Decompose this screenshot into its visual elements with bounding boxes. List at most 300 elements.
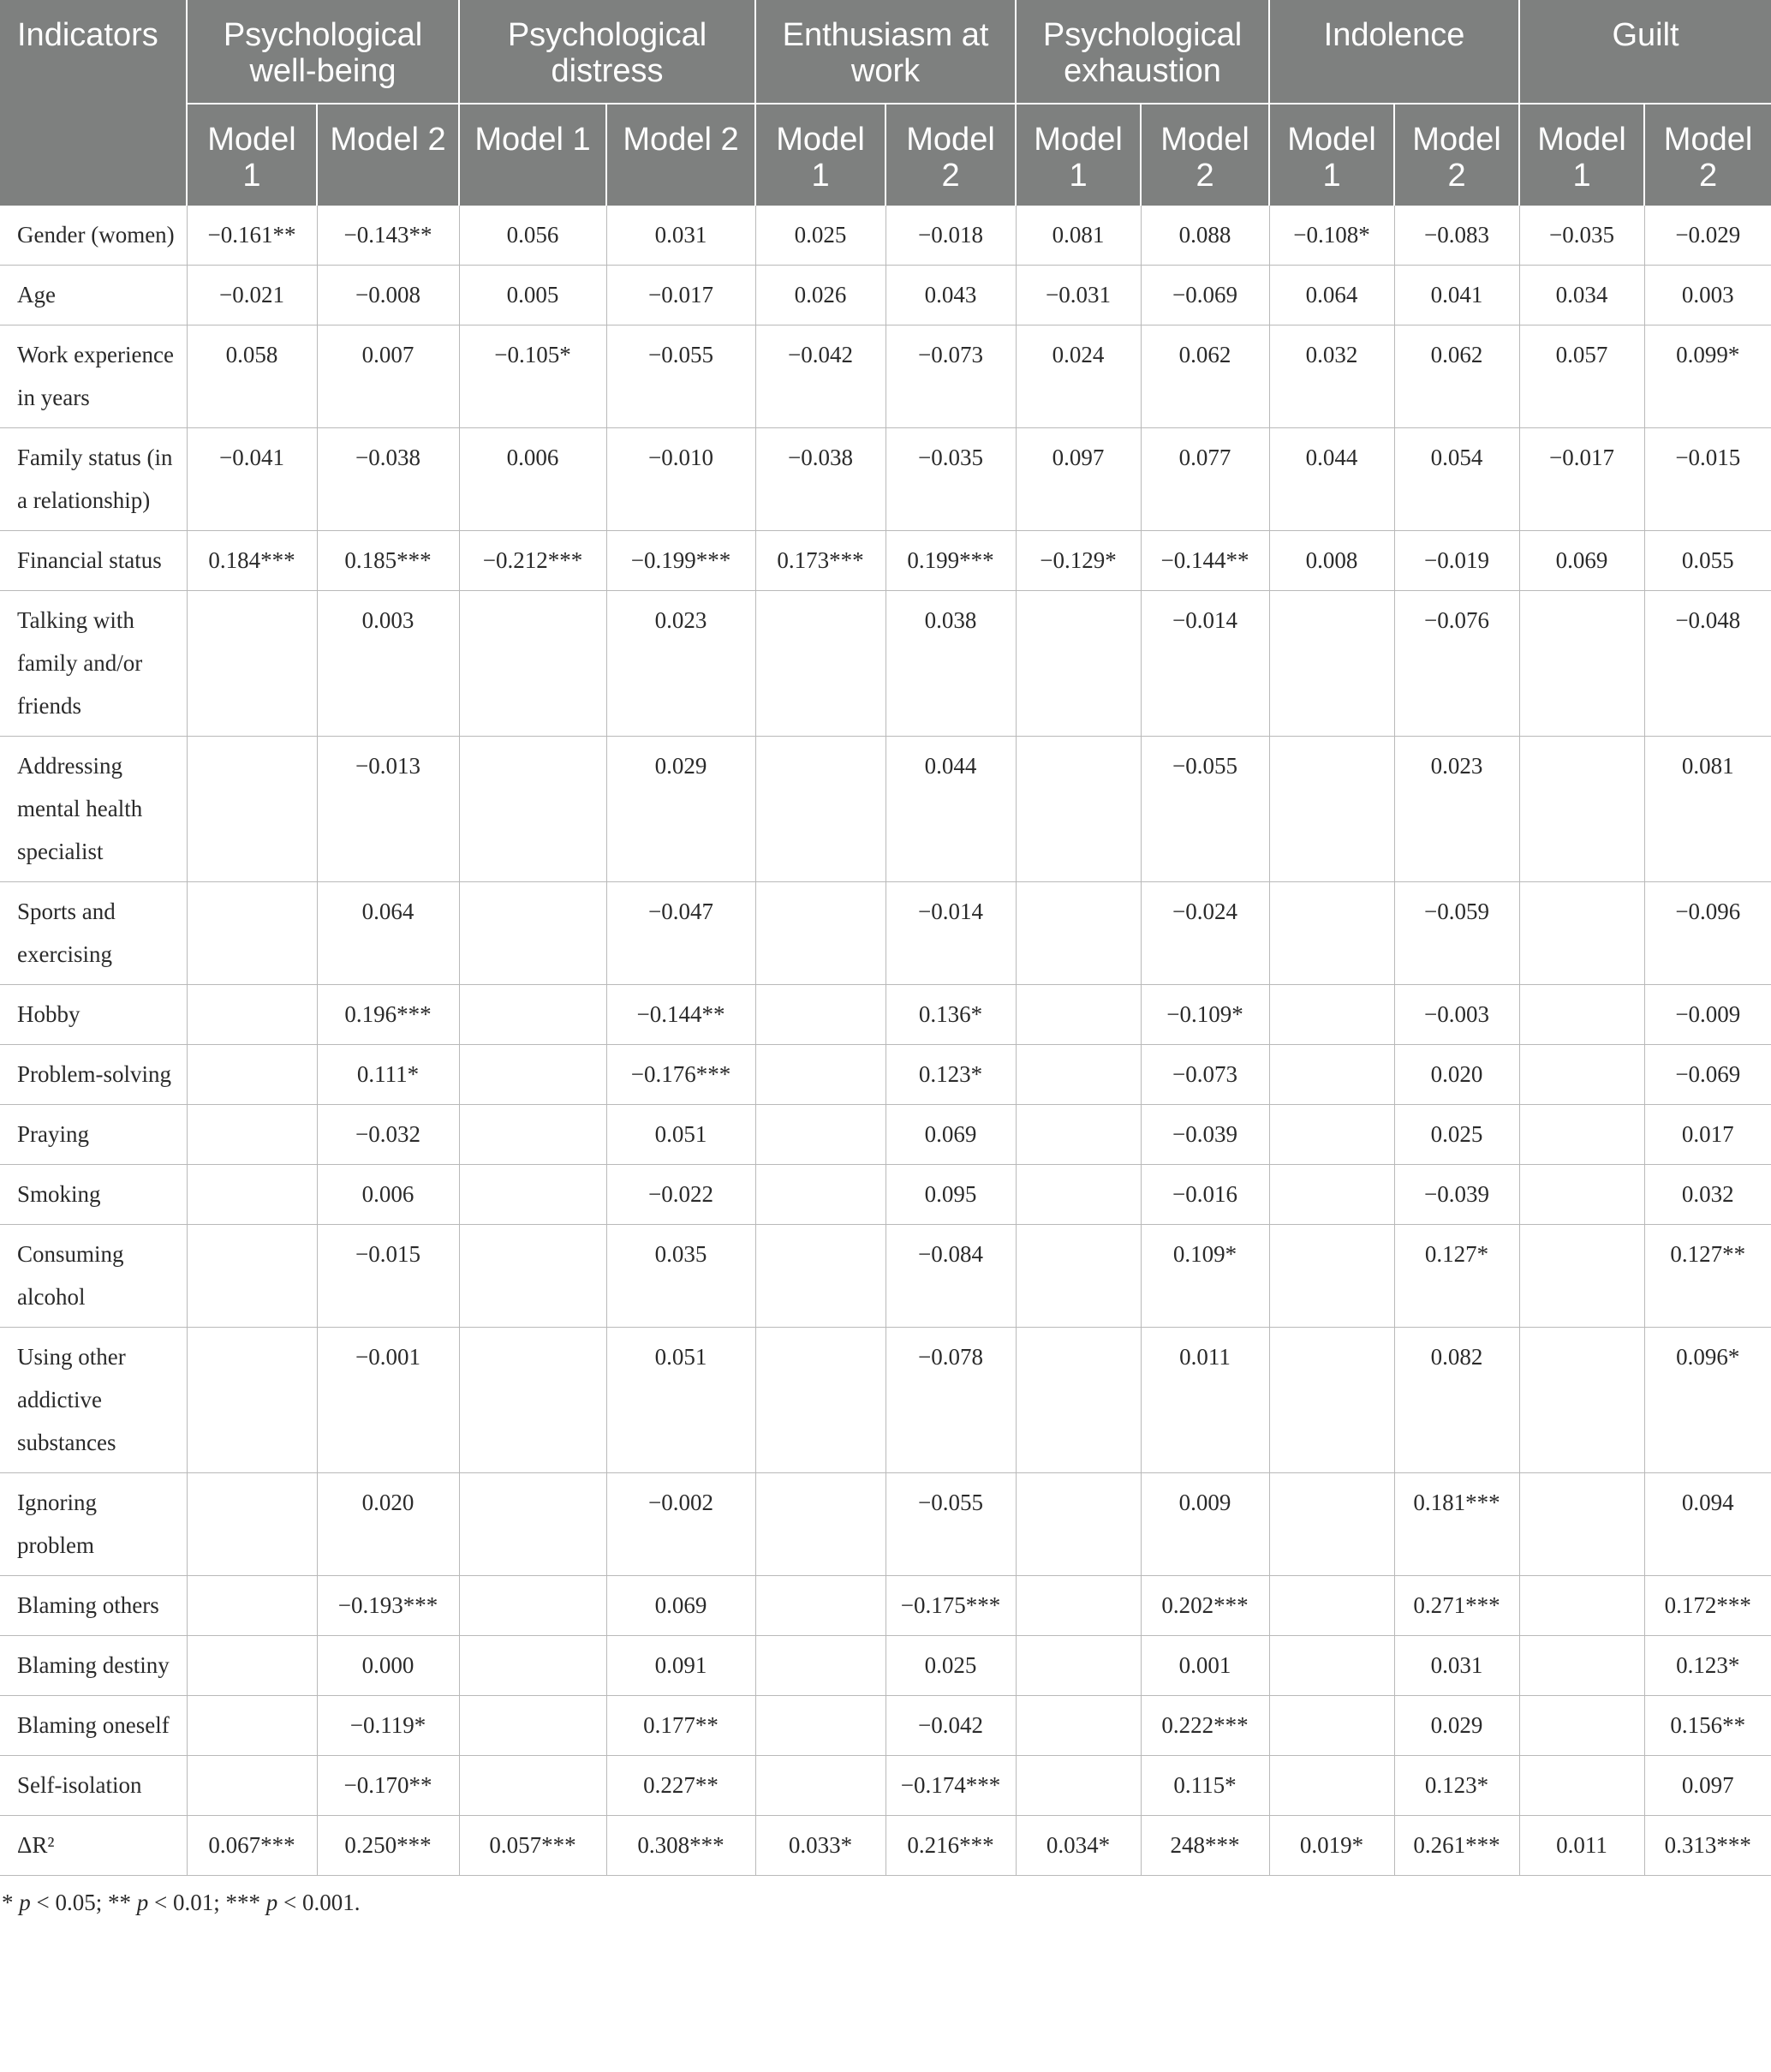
- table-cell: [1519, 737, 1644, 882]
- table-cell: [1269, 1473, 1394, 1576]
- table-row: [0, 1756, 1771, 1816]
- table-cell: 0.250***: [317, 1816, 459, 1876]
- row-label: Blaming oneself: [0, 1696, 187, 1756]
- table-cell: 0.091: [606, 1636, 755, 1696]
- table-cell: [1519, 591, 1644, 737]
- header-group: Enthusiasm at work: [755, 0, 1016, 104]
- table-cell: −0.199***: [606, 531, 755, 591]
- table-cell: 0.031: [1394, 1636, 1519, 1696]
- header-group: Guilt: [1519, 0, 1771, 104]
- table-row: [0, 1576, 1771, 1636]
- header-model: Model 2: [1141, 104, 1269, 206]
- table-cell: 0.017: [1644, 1105, 1771, 1165]
- header-model: Model 2: [1394, 104, 1519, 206]
- table-cell: −0.143**: [317, 206, 459, 266]
- table-cell: [459, 1636, 606, 1696]
- table-cell: 0.038: [886, 591, 1016, 737]
- header-model: Model 1: [1269, 104, 1394, 206]
- table-cell: 0.058: [187, 325, 317, 428]
- table-cell: −0.170**: [317, 1756, 459, 1816]
- table-cell: −0.078: [886, 1328, 1016, 1473]
- table-cell: 0.024: [1016, 325, 1141, 428]
- table-cell: −0.212***: [459, 531, 606, 591]
- table-cell: 0.097: [1644, 1756, 1771, 1816]
- table-cell: 0.025: [1394, 1105, 1519, 1165]
- table-cell: −0.016: [1141, 1165, 1269, 1225]
- table-cell: [187, 1696, 317, 1756]
- table-cell: [755, 1328, 886, 1473]
- row-label: Blaming destiny: [0, 1636, 187, 1696]
- table-cell: −0.119*: [317, 1696, 459, 1756]
- table-cell: [1016, 985, 1141, 1045]
- table-cell: 0.003: [317, 591, 459, 737]
- table-cell: [459, 1756, 606, 1816]
- table-cell: 0.025: [755, 206, 886, 266]
- table-cell: −0.018: [886, 206, 1016, 266]
- table-cell: 0.041: [1394, 266, 1519, 325]
- table-cell: −0.022: [606, 1165, 755, 1225]
- table-cell: 0.032: [1269, 325, 1394, 428]
- table-cell: [187, 737, 317, 882]
- table-cell: −0.015: [317, 1225, 459, 1328]
- header-group: Psychological well-being: [187, 0, 459, 104]
- table-cell: −0.014: [886, 882, 1016, 985]
- row-label: Addressing mental health specialist: [0, 737, 187, 882]
- table-cell: 0.111*: [317, 1045, 459, 1105]
- table-cell: 0.001: [1141, 1636, 1269, 1696]
- table-cell: −0.161**: [187, 206, 317, 266]
- table-cell: [755, 985, 886, 1045]
- table-cell: 0.123*: [1644, 1636, 1771, 1696]
- footnote-p: p: [265, 1890, 278, 1915]
- table-cell: [1016, 1576, 1141, 1636]
- table-row: [0, 1045, 1771, 1105]
- table-cell: −0.069: [1644, 1045, 1771, 1105]
- table-cell: [1269, 1165, 1394, 1225]
- table-cell: 0.196***: [317, 985, 459, 1045]
- header-model: Model 1: [755, 104, 886, 206]
- table-cell: [1519, 1473, 1644, 1576]
- header-model: Model 2: [317, 104, 459, 206]
- table-cell: −0.009: [1644, 985, 1771, 1045]
- table-cell: −0.001: [317, 1328, 459, 1473]
- table-cell: 0.094: [1644, 1473, 1771, 1576]
- header-model: Model 1: [187, 104, 317, 206]
- table-cell: 0.064: [1269, 266, 1394, 325]
- table-cell: −0.042: [886, 1696, 1016, 1756]
- table-cell: 0.029: [1394, 1696, 1519, 1756]
- table-cell: 0.308***: [606, 1816, 755, 1876]
- table-footnote: [0, 1876, 1771, 1916]
- row-label: Praying: [0, 1105, 187, 1165]
- table-cell: 0.156**: [1644, 1696, 1771, 1756]
- row-label: Problem-solving: [0, 1045, 187, 1105]
- table-cell: [1269, 737, 1394, 882]
- table-cell: −0.176***: [606, 1045, 755, 1105]
- table-cell: 0.009: [1141, 1473, 1269, 1576]
- table-cell: [1016, 1636, 1141, 1696]
- table-cell: −0.055: [886, 1473, 1016, 1576]
- table-cell: −0.024: [1141, 882, 1269, 985]
- table-cell: 0.062: [1394, 325, 1519, 428]
- table-cell: 0.023: [606, 591, 755, 737]
- table-cell: [1519, 1636, 1644, 1696]
- table-cell: −0.174***: [886, 1756, 1016, 1816]
- table-cell: [459, 1225, 606, 1328]
- table-cell: 0.081: [1644, 737, 1771, 882]
- header-group: Psychological distress: [459, 0, 755, 104]
- table-cell: −0.055: [606, 325, 755, 428]
- table-cell: [1519, 1225, 1644, 1328]
- table-cell: [1016, 1225, 1141, 1328]
- table-cell: −0.059: [1394, 882, 1519, 985]
- footnote-part: < 0.05; **: [30, 1890, 137, 1915]
- table-cell: −0.042: [755, 325, 886, 428]
- table-cell: 0.081: [1016, 206, 1141, 266]
- table-cell: 0.095: [886, 1165, 1016, 1225]
- table-cell: [187, 1636, 317, 1696]
- table-cell: [459, 1328, 606, 1473]
- table-cell: [1016, 1328, 1141, 1473]
- table-cell: [187, 1756, 317, 1816]
- header-model: Model 2: [886, 104, 1016, 206]
- table-cell: −0.015: [1644, 428, 1771, 531]
- table-cell: −0.039: [1394, 1165, 1519, 1225]
- footnote-part: *: [2, 1890, 20, 1915]
- table-cell: 0.023: [1394, 737, 1519, 882]
- table-cell: [755, 1473, 886, 1576]
- table-cell: 0.271***: [1394, 1576, 1519, 1636]
- table-cell: −0.144**: [606, 985, 755, 1045]
- table-cell: 0.056: [459, 206, 606, 266]
- table-cell: [755, 1105, 886, 1165]
- header-model: Model 2: [606, 104, 755, 206]
- table-cell: −0.002: [606, 1473, 755, 1576]
- table-cell: [459, 1165, 606, 1225]
- table-cell: [1016, 737, 1141, 882]
- table-cell: [1016, 1105, 1141, 1165]
- table-cell: −0.076: [1394, 591, 1519, 737]
- row-label: Hobby: [0, 985, 187, 1045]
- row-label: ΔR²: [0, 1816, 187, 1876]
- table-cell: [187, 985, 317, 1045]
- table-cell: 0.173***: [755, 531, 886, 591]
- table-cell: 0.044: [1269, 428, 1394, 531]
- table-cell: 0.019*: [1269, 1816, 1394, 1876]
- table-row: [0, 737, 1771, 882]
- table-cell: [1269, 882, 1394, 985]
- table-cell: 0.000: [317, 1636, 459, 1696]
- table-cell: −0.038: [317, 428, 459, 531]
- table-cell: 0.097: [1016, 428, 1141, 531]
- table-cell: −0.108*: [1269, 206, 1394, 266]
- table-cell: [755, 1045, 886, 1105]
- table-cell: 0.005: [459, 266, 606, 325]
- table-cell: [1016, 1473, 1141, 1576]
- table-cell: [755, 1756, 886, 1816]
- table-cell: −0.003: [1394, 985, 1519, 1045]
- table-cell: 0.227**: [606, 1756, 755, 1816]
- table-cell: [187, 1473, 317, 1576]
- row-label: Consuming alcohol: [0, 1225, 187, 1328]
- table-cell: −0.105*: [459, 325, 606, 428]
- table-cell: −0.019: [1394, 531, 1519, 591]
- table-cell: −0.038: [755, 428, 886, 531]
- table-cell: 0.051: [606, 1105, 755, 1165]
- table-cell: 0.062: [1141, 325, 1269, 428]
- row-label: Age: [0, 266, 187, 325]
- table-row: [0, 531, 1771, 591]
- table-cell: [1269, 1576, 1394, 1636]
- table-cell: 0.069: [886, 1105, 1016, 1165]
- table-cell: [1269, 1636, 1394, 1696]
- table-cell: −0.035: [886, 428, 1016, 531]
- header-group: Psychological exhaustion: [1016, 0, 1269, 104]
- table-cell: −0.073: [886, 325, 1016, 428]
- table-cell: 0.031: [606, 206, 755, 266]
- header-indicators: Indicators: [0, 0, 187, 206]
- table-cell: [459, 1696, 606, 1756]
- table-cell: 0.216***: [886, 1816, 1016, 1876]
- table-row: [0, 1696, 1771, 1756]
- table-cell: [187, 1576, 317, 1636]
- table-cell: 0.127**: [1644, 1225, 1771, 1328]
- table-cell: 0.035: [606, 1225, 755, 1328]
- table-cell: [1269, 591, 1394, 737]
- table-row: [0, 206, 1771, 266]
- table-cell: [459, 1473, 606, 1576]
- row-label: Talking with family and/or friends: [0, 591, 187, 737]
- table-cell: [1269, 1756, 1394, 1816]
- footnote-part: < 0.001.: [277, 1890, 361, 1915]
- table-cell: 0.172***: [1644, 1576, 1771, 1636]
- row-label: Financial status: [0, 531, 187, 591]
- table-cell: −0.096: [1644, 882, 1771, 985]
- table-cell: [1519, 1756, 1644, 1816]
- table-cell: 0.313***: [1644, 1816, 1771, 1876]
- table-cell: [459, 1105, 606, 1165]
- table-cell: [187, 1105, 317, 1165]
- table-cell: −0.069: [1141, 266, 1269, 325]
- table-cell: 0.222***: [1141, 1696, 1269, 1756]
- table-cell: 0.051: [606, 1328, 755, 1473]
- table-cell: [187, 1328, 317, 1473]
- table-cell: −0.144**: [1141, 531, 1269, 591]
- table-cell: [1269, 1105, 1394, 1165]
- table-cell: −0.193***: [317, 1576, 459, 1636]
- table-cell: [1519, 985, 1644, 1045]
- header-group: Indolence: [1269, 0, 1519, 104]
- table-cell: [1519, 1105, 1644, 1165]
- table-cell: [459, 737, 606, 882]
- table-cell: 0.003: [1644, 266, 1771, 325]
- table-cell: 0.006: [317, 1165, 459, 1225]
- table-cell: 0.261***: [1394, 1816, 1519, 1876]
- table-row: [0, 428, 1771, 531]
- table-cell: −0.109*: [1141, 985, 1269, 1045]
- table-cell: 0.057***: [459, 1816, 606, 1876]
- table-cell: 0.054: [1394, 428, 1519, 531]
- table-cell: 248***: [1141, 1816, 1269, 1876]
- table-cell: 0.055: [1644, 531, 1771, 591]
- row-label: Self-isolation: [0, 1756, 187, 1816]
- table-cell: 0.099*: [1644, 325, 1771, 428]
- table-cell: [1519, 1328, 1644, 1473]
- table-cell: −0.047: [606, 882, 755, 985]
- table-cell: 0.199***: [886, 531, 1016, 591]
- table-row: [0, 1636, 1771, 1696]
- table-cell: 0.123*: [886, 1045, 1016, 1105]
- table-cell: [755, 882, 886, 985]
- table-cell: [755, 1165, 886, 1225]
- table-row: [0, 1473, 1771, 1576]
- table-row: [0, 591, 1771, 737]
- table-cell: [187, 1225, 317, 1328]
- row-label: Blaming others: [0, 1576, 187, 1636]
- table-cell: 0.181***: [1394, 1473, 1519, 1576]
- table-cell: 0.115*: [1141, 1756, 1269, 1816]
- row-label: Sports and exercising: [0, 882, 187, 985]
- table-cell: 0.029: [606, 737, 755, 882]
- table-cell: −0.035: [1519, 206, 1644, 266]
- row-label: Gender (women): [0, 206, 187, 266]
- table-cell: −0.083: [1394, 206, 1519, 266]
- table-cell: [187, 1045, 317, 1105]
- header-model: Model 2: [1644, 104, 1771, 206]
- table-cell: −0.014: [1141, 591, 1269, 737]
- table-cell: [459, 1045, 606, 1105]
- table-cell: [1269, 985, 1394, 1045]
- table-cell: −0.008: [317, 266, 459, 325]
- table-cell: 0.008: [1269, 531, 1394, 591]
- row-label: Family status (in a relationship): [0, 428, 187, 531]
- table-row: [0, 1105, 1771, 1165]
- table-cell: 0.109*: [1141, 1225, 1269, 1328]
- table-cell: [1016, 1696, 1141, 1756]
- table-cell: 0.064: [317, 882, 459, 985]
- table-row: [0, 266, 1771, 325]
- table-cell: −0.013: [317, 737, 459, 882]
- table-cell: [755, 1696, 886, 1756]
- table-header: [0, 0, 1771, 206]
- header-model: Model 1: [459, 104, 606, 206]
- table-cell: [755, 1576, 886, 1636]
- table-cell: [1519, 882, 1644, 985]
- table-cell: [1519, 1576, 1644, 1636]
- table-cell: 0.032: [1644, 1165, 1771, 1225]
- table-cell: 0.082: [1394, 1328, 1519, 1473]
- table-cell: 0.020: [1394, 1045, 1519, 1105]
- table-cell: 0.033*: [755, 1816, 886, 1876]
- table-cell: [1269, 1328, 1394, 1473]
- table-cell: 0.011: [1519, 1816, 1644, 1876]
- table-cell: 0.006: [459, 428, 606, 531]
- table-cell: 0.034: [1519, 266, 1644, 325]
- table-cell: [187, 1165, 317, 1225]
- header-model: Model 1: [1519, 104, 1644, 206]
- table-cell: 0.177**: [606, 1696, 755, 1756]
- table-cell: −0.029: [1644, 206, 1771, 266]
- table-cell: −0.032: [317, 1105, 459, 1165]
- table-cell: −0.084: [886, 1225, 1016, 1328]
- table-cell: [1016, 882, 1141, 985]
- table-cell: 0.185***: [317, 531, 459, 591]
- table-cell: 0.184***: [187, 531, 317, 591]
- table-cell: [1519, 1045, 1644, 1105]
- row-label: Smoking: [0, 1165, 187, 1225]
- table-cell: [1016, 1045, 1141, 1105]
- table-cell: 0.034*: [1016, 1816, 1141, 1876]
- table-cell: 0.136*: [886, 985, 1016, 1045]
- table-row: [0, 325, 1771, 428]
- table-cell: 0.123*: [1394, 1756, 1519, 1816]
- table-cell: [755, 1636, 886, 1696]
- table-cell: 0.077: [1141, 428, 1269, 531]
- table-cell: 0.088: [1141, 206, 1269, 266]
- table-cell: 0.127*: [1394, 1225, 1519, 1328]
- footnote-part: < 0.01; ***: [148, 1890, 266, 1915]
- table-cell: −0.055: [1141, 737, 1269, 882]
- row-label: Ignoring problem: [0, 1473, 187, 1576]
- table-cell: −0.175***: [886, 1576, 1016, 1636]
- table-cell: [459, 985, 606, 1045]
- table-cell: [459, 591, 606, 737]
- table-cell: [187, 882, 317, 985]
- table-cell: [755, 1225, 886, 1328]
- table-cell: 0.096*: [1644, 1328, 1771, 1473]
- table-cell: [1016, 1756, 1141, 1816]
- table-cell: [459, 882, 606, 985]
- table-cell: 0.026: [755, 266, 886, 325]
- table-cell: 0.069: [1519, 531, 1644, 591]
- table-cell: −0.017: [1519, 428, 1644, 531]
- table-cell: 0.057: [1519, 325, 1644, 428]
- table-cell: [1269, 1696, 1394, 1756]
- table-row: [0, 1816, 1771, 1876]
- table-cell: −0.010: [606, 428, 755, 531]
- header-model: Model 1: [1016, 104, 1141, 206]
- table-cell: [1269, 1225, 1394, 1328]
- table-cell: 0.043: [886, 266, 1016, 325]
- table-cell: 0.020: [317, 1473, 459, 1576]
- footnote-p: p: [19, 1890, 31, 1915]
- table-cell: [1519, 1696, 1644, 1756]
- table-row: [0, 1165, 1771, 1225]
- table-cell: [1016, 591, 1141, 737]
- table-cell: −0.039: [1141, 1105, 1269, 1165]
- table-cell: [1269, 1045, 1394, 1105]
- table-cell: −0.048: [1644, 591, 1771, 737]
- table-cell: [459, 1576, 606, 1636]
- table-cell: 0.202***: [1141, 1576, 1269, 1636]
- table-row: [0, 882, 1771, 985]
- row-label: Work experience in years: [0, 325, 187, 428]
- table-cell: 0.069: [606, 1576, 755, 1636]
- table-cell: 0.011: [1141, 1328, 1269, 1473]
- table-cell: 0.067***: [187, 1816, 317, 1876]
- table-row: [0, 1225, 1771, 1328]
- row-label: Using other addictive substances: [0, 1328, 187, 1473]
- table-cell: [1519, 1165, 1644, 1225]
- table-cell: −0.017: [606, 266, 755, 325]
- table-cell: 0.007: [317, 325, 459, 428]
- table-cell: [755, 737, 886, 882]
- table-cell: [755, 591, 886, 737]
- table-cell: −0.021: [187, 266, 317, 325]
- table-cell: 0.025: [886, 1636, 1016, 1696]
- table-body: [0, 206, 1771, 1876]
- table-cell: 0.044: [886, 737, 1016, 882]
